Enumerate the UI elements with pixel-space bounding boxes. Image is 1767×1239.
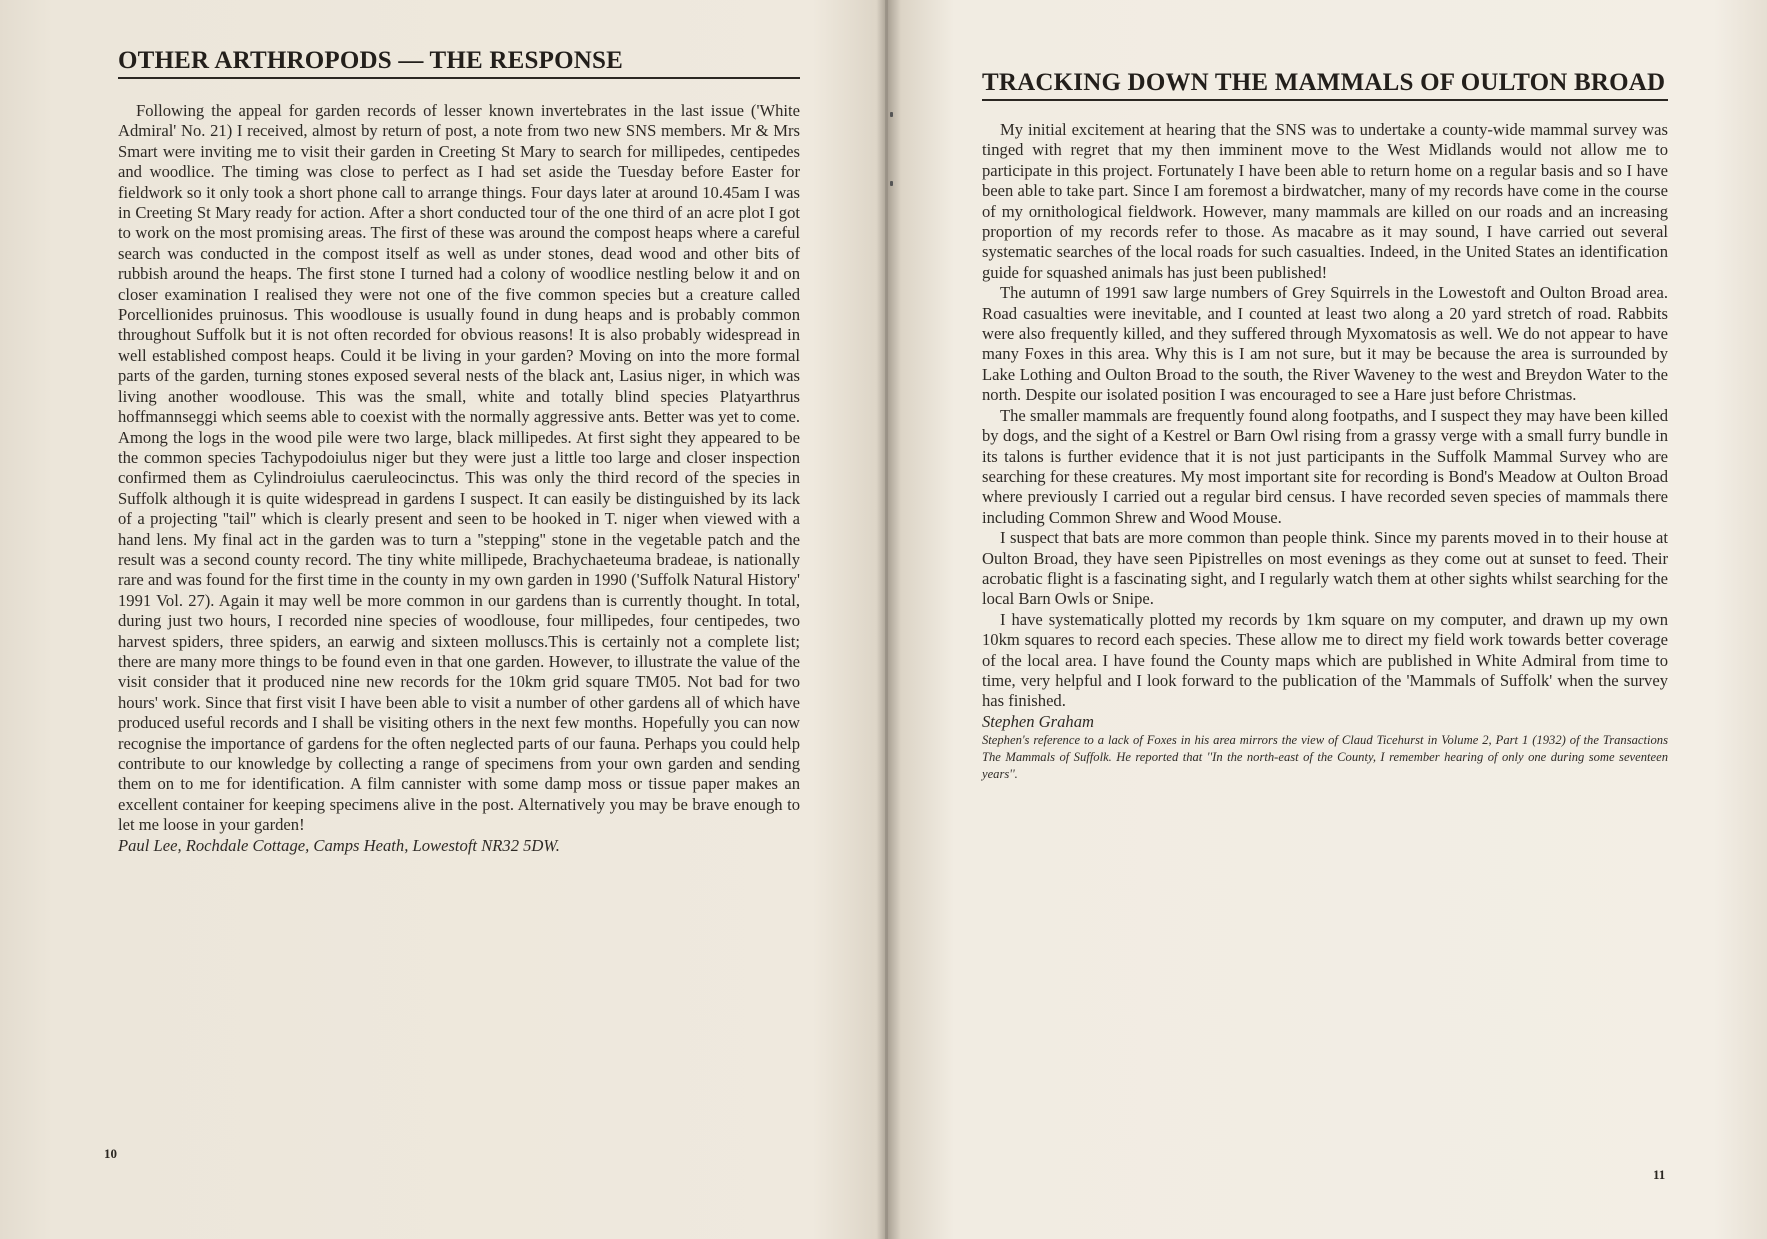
left-article-signature: Paul Lee, Rochdale Cottage, Camps Heath, Lowestoft NR32 5DW.	[118, 835, 560, 855]
right-page-number: 11	[1653, 1167, 1666, 1182]
left-article-paragraph: Following the appeal for garden records of lesser known invertebrates in the last issue ('White Admiral' No. 21) I received, almost by return of post, a note from two new SNS members. Mr & Mrs Smart were inviting me to visit their garden in Creeting St Mary to search for millipedes, centipedes and woodlice. The timing was close to perfect as I had set aside the Tuesday before Easter for fieldwork so it only took a short phone call to arrange things. Four days later at around 10.45am I was in Creeting St Mary ready for action. After a short conducted tour of the one third of an acre plot I got to work on the most promising areas. The first of these was around the compost heaps where a careful search was conducted in the compost itself as well as under stones, dead wood and other bits of rubbish around the heaps. The first stone I turned had a colony of woodlice nestling below it and on closer examination I realised they were not one of the five common species but a creature called Porcellionides pruinosus. This woodlouse is usually found in dung heaps and is probably common throughout Suffolk but it is not often recorded for obvious reasons! It is also probably widespread in well established compost heaps. Could it be living in your garden? Moving on into the more formal parts of the garden, turning stones exposed several nests of the black ant, Lasius niger, in which was living another woodlouse. This was the small, white and totally blind species Platyarthrus hoffmannseggi which seems able to coexist with the normally aggressive ants. Better was yet to come. Among the logs in the wood pile were two large, black millipedes. At first sight they appeared to be the common species Tachypodoiulus niger but they were just a little too large and closer inspection confirmed them as Cylindroiulus caeruleocinctus. This was only the third record of the species in Suffolk although it is quite widespread in gardens I suspect. It can easily be distinguished by its lack of a projecting ''tail'' which is clearly present and seen to be hooked in T. niger when viewed with a hand lens. My final act in the garden was to turn a ''stepping'' stone in the vegetable patch and the result was a second county record. The tiny white millipede, Brachychaeteuma bradeae, is nationally rare and was found for the first time in the county in my own garden in 1990 ('Suffolk Natural History' 1991 Vol. 27). Again it may well be more common in our gardens than is currently thought. In total, during just two hours, I recorded nine species of woodlouse, four millipedes, four centipedes, two harvest spiders, three spiders, an earwig and sixteen molluscs.This is certainly not a complete list; there are many more things to be found even in that one garden. However, to illustrate the value of the visit consider that it produced nine new records for the 10km grid square TM05. Not bad for two hours' work. Since that first visit I have been able to visit a number of other gardens all of which have produced useful records and I shall be visiting others in the next few months. Hopefully you can now recognise the importance of gardens for the often neglected parts of our fauna. Perhaps you could help contribute to our knowledge by collecting a range of specimens from your own garden and sending them on to me for identification. A film cannister with some damp moss or tissue paper makes an excellent container for keeping specimens alive in the post. Alternatively you may be brave enough to let me loose in your garden!	[118, 101, 800, 835]
left-article-body	[118, 101, 800, 856]
right-article-paragraph: I have systematically plotted my records by 1km square on my computer, and drawn up my own 10km squares to record each species. These allow me to direct my field work towards better coverage of the local area. I have found the County maps which are published in White Admiral from time to time, very helpful and I look forward to the publication of the 'Mammals of Suffolk' when the survey has finished.	[982, 609, 1668, 711]
binding-mark	[890, 112, 893, 117]
right-article-heading: TRACKING DOWN THE MAMMALS OF OULTON BROAD	[982, 69, 1668, 101]
right-article-paragraph: I suspect that bats are more common than people think. Since my parents moved in to their house at Oulton Broad, they have seen Pipistrelles on most evenings as they come out at sunset to feed. Their acrobatic flight is a fascinating sight, and I regularly watch them at other sights whilst searching for the local Barn Owls or Snipe.	[982, 528, 1668, 609]
right-article-body	[982, 120, 1668, 783]
right-article-paragraph: The autumn of 1991 saw large numbers of Grey Squirrels in the Lowestoft and Oulton Broad area. Road casualties were inevitable, and I counted at least two along a 20 yard stretch of road. Rabbits were also frequently killed, and they suffered through Myxomatosis as well. We do not appear to have many Foxes in this area. Why this is I am not sure, but it may be because the area is surrounded by Lake Lothing and Oulton Broad to the south, the River Waveney to the west and Breydon Water to the north. Despite our isolated position I was encouraged to see a Hare just before Christmas.	[982, 283, 1668, 405]
left-page-number: 10	[104, 1146, 117, 1161]
editor-note: Stephen's reference to a lack of Foxes in his area mirrors the view of Claud Ticehurst in Volume 2, Part 1 (1932) of the Transactions The Mammals of Suffolk. He reported that ''In the north-east of the County, I remember hearing of only one during some seventeen years''.	[982, 733, 1668, 782]
right-article-paragraph: My initial excitement at hearing that the SNS was to undertake a county-wide mammal survey was tinged with regret that my then imminent move to the West Midlands would not allow me to participate in this project. Fortunately I have been able to return home on a regular basis and so I have been able to take part. Since I am foremost a birdwatcher, many of my records have come in the course of my ornithological fieldwork. However, many mammals are killed on our roads and an increasing proportion of my records refer to those. As macabre as it may sound, I have carried out several systematic searches of the local roads for such casualties. Indeed, in the United States an identification guide for squashed animals has just been published!	[982, 120, 1668, 282]
left-article-heading: OTHER ARTHROPODS — THE RESPONSE	[118, 47, 800, 79]
right-article-signature: Stephen Graham	[982, 711, 1094, 731]
page-gutter	[885, 0, 888, 1239]
binding-mark	[890, 181, 893, 186]
right-article-paragraph: The smaller mammals are frequently found along footpaths, and I suspect they may have been killed by dogs, and the sight of a Kestrel or Barn Owl rising from a grassy verge with a small furry bundle in its talons is further evidence that it is not just participants in the Suffolk Mammal Survey who are searching for these creatures. My most important site for recording is Bond's Meadow at Oulton Broad where previously I carried out a regular bird census. I have recorded seven species of mammals there including Common Shrew and Wood Mouse.	[982, 405, 1668, 527]
right-page	[889, 0, 1767, 1239]
